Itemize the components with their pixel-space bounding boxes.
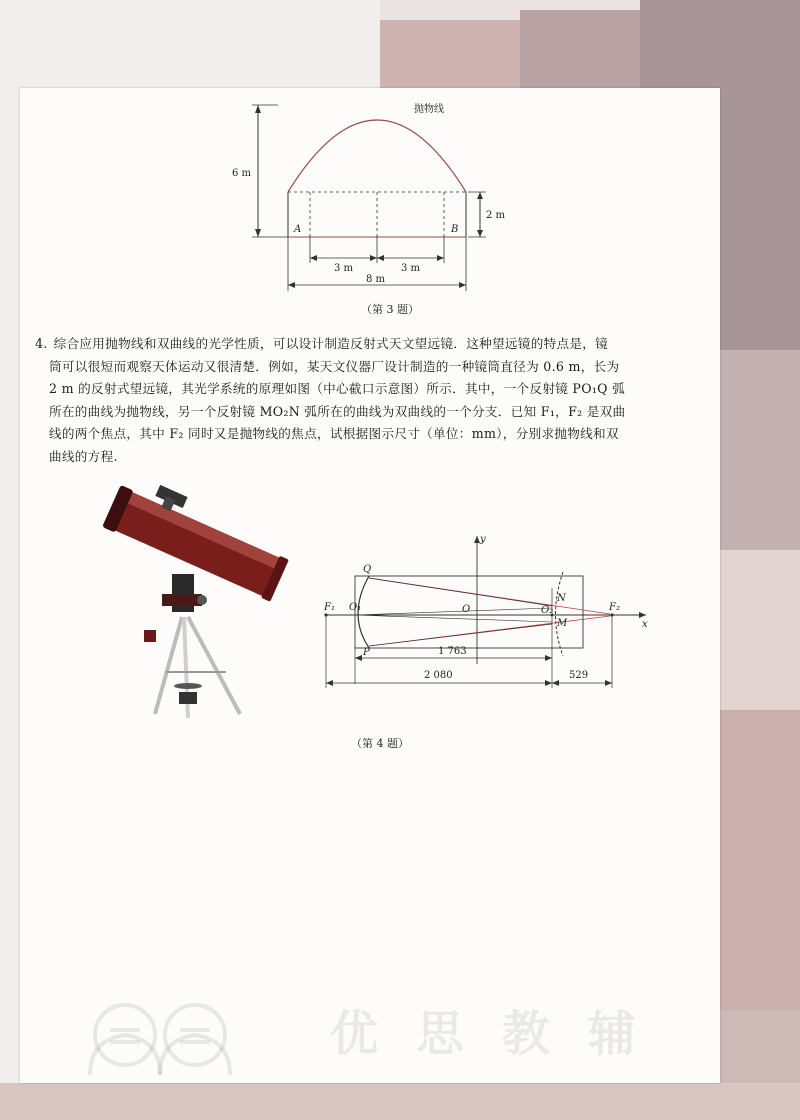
hyperbola-branch: [556, 572, 564, 656]
x-axis-label: x: [642, 619, 648, 630]
problem-4-text: [35, 333, 705, 468]
problem-line: 4. 综合应用抛物线和双曲线的光学性质，可以设计制造反射式天文望远镜．这种望远镜的特点是，镜: [35, 336, 609, 351]
origin-o-label: O: [462, 604, 471, 615]
parabola-curve: [288, 120, 466, 192]
side-height-label: 2 m: [486, 210, 506, 221]
problem-line: 所在的曲线为抛物线，另一个反射镜 MO₂N 弧所在的曲线为双曲线的一个分支．已知 F₁，F₂ 是双曲: [49, 403, 626, 419]
problem-line: 筒可以很短而观察天体运动又很清楚．例如，某天文仪器厂设计制造的一种镜筒直径为 0.6 m，长为: [49, 358, 620, 374]
height-label: 6 m: [232, 168, 252, 179]
problem-line: 线的两个焦点，其中 F₂ 同时又是抛物线的焦点，试根据图示尺寸（单位：mm），分别求抛物线和双: [49, 426, 619, 441]
problem-line: 曲线的方程.: [49, 448, 118, 464]
problem-number: 4.: [35, 336, 48, 351]
span-left-label: 3 m: [334, 263, 354, 274]
figure-4-caption: （第 4 题）: [351, 737, 409, 750]
dimension-2080: 2 080: [424, 670, 453, 681]
span-right-label: 3 m: [401, 263, 421, 274]
dimension-1763: 1 763: [438, 646, 467, 657]
point-a-label: A: [294, 224, 302, 235]
curve-label: 抛物线: [414, 104, 444, 115]
y-axis-label: y: [480, 534, 486, 545]
point-b-label: B: [451, 224, 459, 235]
figure-3-caption: （第 3 题）: [361, 303, 419, 316]
focus-f2-label: F₂: [609, 602, 620, 613]
problem-line: 2 m 的反射式望远镜，其光学系统的原理如图（中心截口示意图）所示．其中，一个反射镜 PO₁Q 弧: [49, 381, 625, 396]
figure-4-telescope-diagram: [320, 528, 660, 703]
width-label: 8 m: [366, 274, 386, 285]
watermark-text: 优思教辅: [330, 1006, 675, 1062]
vertex-o1-label: O₁: [349, 602, 362, 613]
telescope-photo: [100, 482, 290, 722]
focus-f1-label: F₁: [324, 602, 335, 613]
dimension-529: 529: [569, 670, 589, 681]
point-n-label: N: [557, 593, 566, 604]
point-q-label: Q: [363, 564, 372, 575]
point-p-label: P: [363, 647, 370, 658]
figure-3-parabola-arch: [230, 95, 530, 295]
vertex-o2-label: O₂: [541, 605, 554, 616]
point-m-label: M: [557, 618, 568, 629]
